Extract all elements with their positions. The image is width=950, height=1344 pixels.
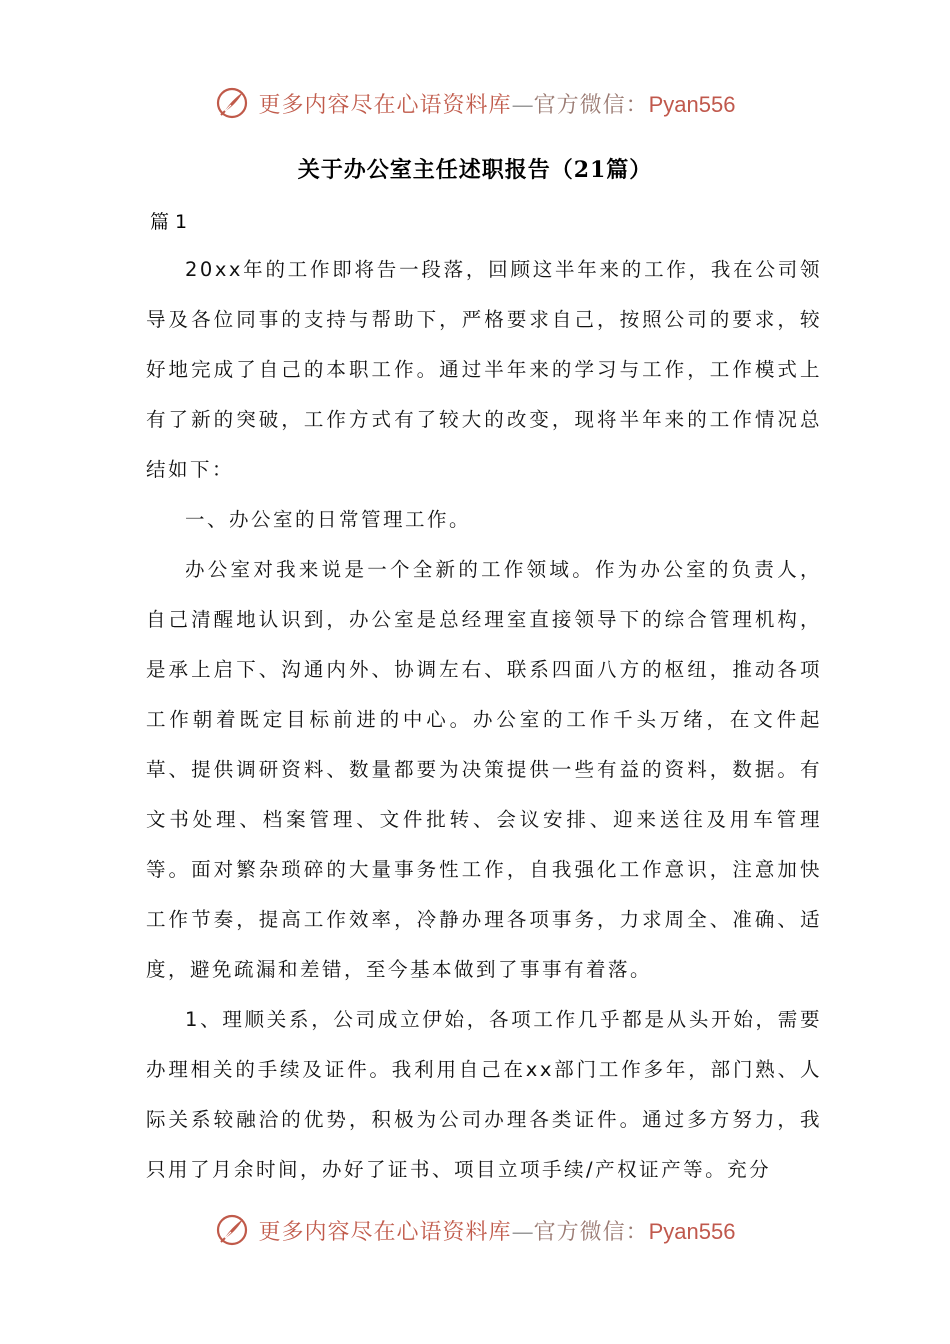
watermark-main-text: 更多内容尽在心语资料库 <box>258 92 512 118</box>
paragraph: 办公室对我来说是一个全新的工作领域。作为办公室的负责人，自己清醒地认识到，办公室是总经理室直接领导下的综合管理机构，是承上启下、沟通内外、协调左右、联系四面八方的枢纽，推动各项工作朝着既定目标前进的中心。办公室的工作千头万绪，在文件起草、提供调研资料、数量都要为决策提供一些有益的资料，数据。有文书处理、档案管理、文件批转、会议安排、迎来送往及用车管理等。面对繁杂琐碎的大量事务性工作，自我强化工作意识，注意加快工作节奏，提高工作效率，冷静办理各项事务，力求周全、准确、适度，避免疏漏和差错，至今基本做到了事事有着落。 <box>146 558 822 981</box>
watermark-sub-text: 官方微信： <box>533 1219 649 1245</box>
paragraph: 20xx年的工作即将告一段落，回顾这半年来的工作，我在公司领导及各位同事的支持与帮助下，严格要求自己，按照公司的要求，较好地完成了自己的本职工作。通过半年来的学习与工作，工作模式上有了新的突破，工作方式有了较大的改变，现将半年来的工作情况总结如下： <box>146 258 822 481</box>
paragraph: 一、办公室的日常管理工作。 <box>185 508 472 531</box>
document-title: 关于办公室主任述职报告（21篇） <box>297 157 653 183</box>
watermark-main-text: 更多内容尽在心语资料库 <box>258 1219 512 1245</box>
watermark-sub-text: 官方微信： <box>533 92 649 118</box>
paragraph: 1、理顺关系，公司成立伊始，各项工作几乎都是从头开始，需要办理相关的手续及证件。我利用自己在xx部门工作多年，部门熟、人际关系较融洽的优势，积极为公司办理各类证件。通过多方努力，我只用了月余时间，办好了证书、项目立项手续/产权证产等。充分 <box>146 1008 822 1181</box>
document-body <box>146 245 822 1195</box>
watermark-banner-top <box>0 78 950 128</box>
watermark-banner-bottom <box>0 1205 950 1255</box>
watermark-wechat-id: Pyan556 <box>648 91 736 117</box>
feather-quill-icon <box>215 86 249 120</box>
watermark-dash: — <box>511 1219 534 1245</box>
section-label: 篇 1 <box>150 211 188 233</box>
feather-quill-icon <box>215 1213 249 1247</box>
watermark-dash: — <box>511 92 534 118</box>
watermark-wechat-id: Pyan556 <box>648 1218 736 1244</box>
